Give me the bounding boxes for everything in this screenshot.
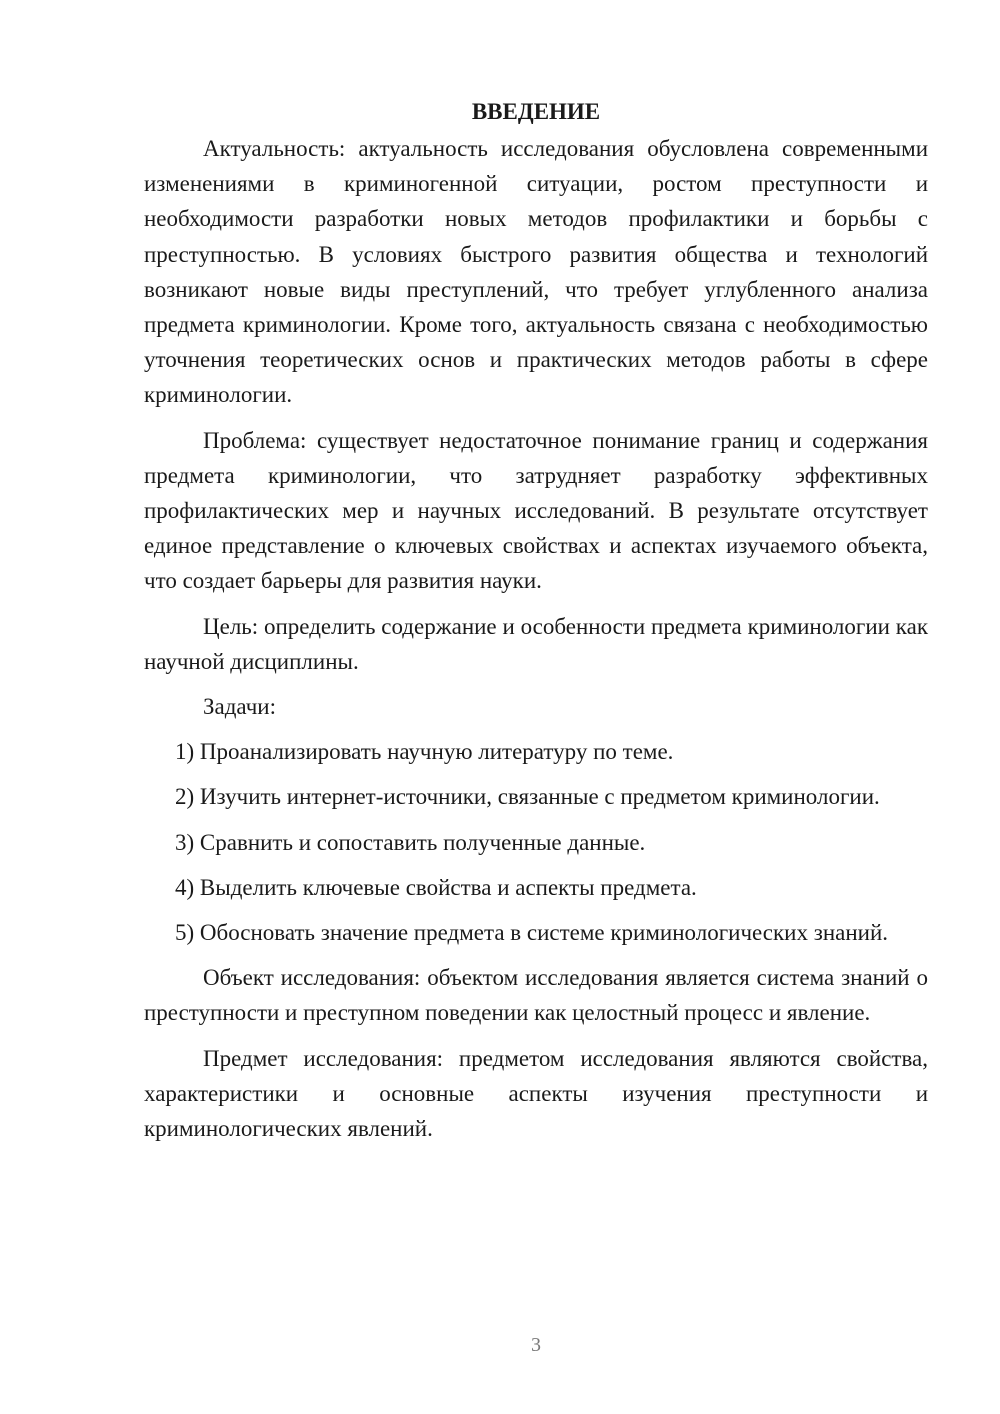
task-item-3: 3) Сравнить и сопоставить полученные данные. (175, 829, 646, 855)
section-title: ВВЕДЕНИЕ (471, 99, 601, 124)
task-item-4: 4) Выделить ключевые свойства и аспекты предмета. (175, 874, 697, 900)
paragraph-relevance: Актуальность: актуальность исследования обусловлена современными изменениями в криминогенной ситуации, ростом преступности и необходимости разработки новых методов профилактики и борьбы с преступностью. В условиях быстрого развития общества и технологий возникают новые виды преступлений, что требует углубленного анализа предмета криминологии. Кроме того, актуальность связана с необходимостью уточнения теоретических основ и практических методов работы в сфере криминологии. (144, 136, 928, 408)
task-item-2: 2) Изучить интернет-источники, связанные с предметом криминологии. (175, 784, 880, 810)
paragraph-subject: Предмет исследования: предметом исследования являются свойства, характеристики и основные аспекты изучения преступности и криминологических явлений. (144, 1045, 928, 1142)
tasks-heading: Задачи: (203, 694, 276, 720)
task-item-5: 5) Обосновать значение предмета в системе криминологических знаний. (175, 920, 889, 946)
paragraph-goal: Цель: определить содержание и особенности предмета криминологии как научной дисциплины. (144, 613, 928, 674)
task-item-1: 1) Проанализировать научную литературу по теме. (175, 739, 674, 765)
page-number: 3 (531, 1334, 541, 1356)
page-content (144, 94, 928, 1146)
paragraph-problem: Проблема: существует недостаточное понимание границ и содержания предмета криминологии, что затрудняет разработку эффективных профилактических мер и научных исследований. В результате отсутствует единое представление о ключевых свойствах и аспектах изучаемого объекта, что создает барьеры для развития науки. (144, 427, 928, 594)
paragraph-object: Объект исследования: объектом исследования является система знаний о преступности и преступном поведении как целостный процесс и явление. (144, 965, 928, 1026)
